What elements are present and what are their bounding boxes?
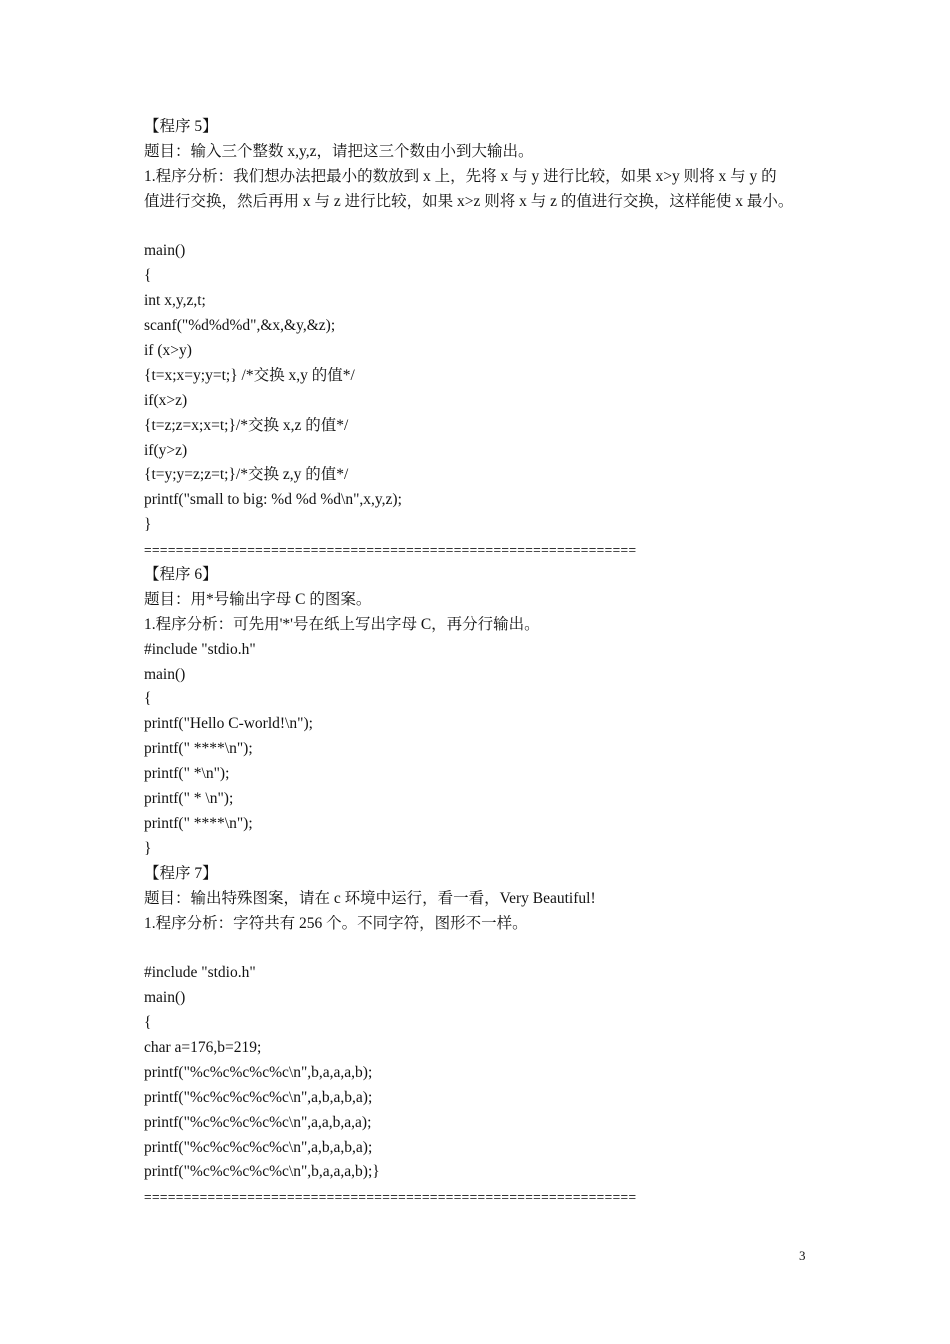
text-line: 1.程序分析：可先用'*'号在纸上写出字母 C，再分行输出。 bbox=[144, 615, 540, 633]
text-line: printf("%c%c%c%c%c\n",b,a,a,a,b); bbox=[144, 1063, 373, 1081]
text-line: 【程序 6】 bbox=[144, 566, 218, 584]
text-line: main() bbox=[144, 989, 186, 1007]
text-line: printf("%c%c%c%c%c\n",a,b,a,b,a); bbox=[144, 1088, 373, 1106]
blank-line bbox=[144, 215, 824, 240]
text-line: 题目：用*号输出字母 C 的图案。 bbox=[144, 590, 372, 608]
text-line: char a=176,b=219; bbox=[144, 1038, 262, 1056]
text-line: } bbox=[144, 839, 152, 857]
text-line: { bbox=[144, 690, 152, 708]
text-line: printf(" ****\n"); bbox=[144, 814, 253, 832]
text-line: scanf("%d%d%d",&x,&y,&z); bbox=[144, 317, 336, 335]
text-line: printf(" *\n"); bbox=[144, 765, 230, 783]
text-line: { bbox=[144, 1014, 152, 1032]
text-line: 值进行交换，然后再用 x 与 z 进行比较，如果 x>z 则将 x 与 z 的值进行交换，这样能使 x 最小。 bbox=[144, 192, 794, 210]
text-line: #include "stdio.h" bbox=[144, 640, 256, 658]
text-line: printf("%c%c%c%c%c\n",b,a,a,a,b);} bbox=[144, 1163, 380, 1181]
text-line: if(y>z) bbox=[144, 441, 188, 459]
text-line: printf("%c%c%c%c%c\n",a,a,b,a,a); bbox=[144, 1113, 372, 1131]
blank-line bbox=[144, 936, 824, 961]
text-line: {t=x;x=y;y=t;} /*交换 x,y 的值*/ bbox=[144, 366, 355, 384]
text-line: } bbox=[144, 516, 152, 534]
text-line: { bbox=[144, 267, 152, 285]
text-line: 【程序 5】 bbox=[144, 118, 218, 135]
text-line: 题目：输出特殊图案，请在 c 环境中运行，看一看，Very Beautiful! bbox=[144, 889, 596, 907]
text-line: #include "stdio.h" bbox=[144, 964, 256, 982]
text-line: main() bbox=[144, 665, 186, 683]
text-line: printf(" * \n"); bbox=[144, 790, 234, 808]
text-line: printf("%c%c%c%c%c\n",a,b,a,b,a); bbox=[144, 1138, 373, 1156]
text-line: {t=y;y=z;z=t;}/*交换 z,y 的值*/ bbox=[144, 466, 349, 484]
text-line: 【程序 7】 bbox=[144, 864, 218, 882]
separator-line: ============================================================== bbox=[144, 542, 637, 558]
text-line: if (x>y) bbox=[144, 342, 192, 360]
page-number: 3 bbox=[799, 1248, 806, 1263]
text-line: 1.程序分析：我们想办法把最小的数放到 x 上，先将 x 与 y 进行比较，如果 x>y 则将 x 与 y 的 bbox=[144, 167, 777, 185]
text-line: printf(" ****\n"); bbox=[144, 740, 253, 758]
text-line: {t=z;z=x;x=t;}/*交换 x,z 的值*/ bbox=[144, 416, 349, 434]
text-line: 1.程序分析：字符共有 256 个。不同字符，图形不一样。 bbox=[144, 914, 528, 932]
separator-line: ============================================================== bbox=[144, 1189, 637, 1205]
text-line: if(x>z) bbox=[144, 391, 188, 409]
text-line: printf("Hello C-world!\n"); bbox=[144, 715, 313, 733]
text-line: main() bbox=[144, 242, 186, 260]
text-line: int x,y,z,t; bbox=[144, 292, 206, 310]
text-line: printf("small to big: %d %d %d\n",x,y,z); bbox=[144, 491, 402, 509]
document-body bbox=[144, 115, 824, 1210]
text-line: 题目：输入三个整数 x,y,z，请把这三个数由小到大输出。 bbox=[144, 142, 534, 160]
